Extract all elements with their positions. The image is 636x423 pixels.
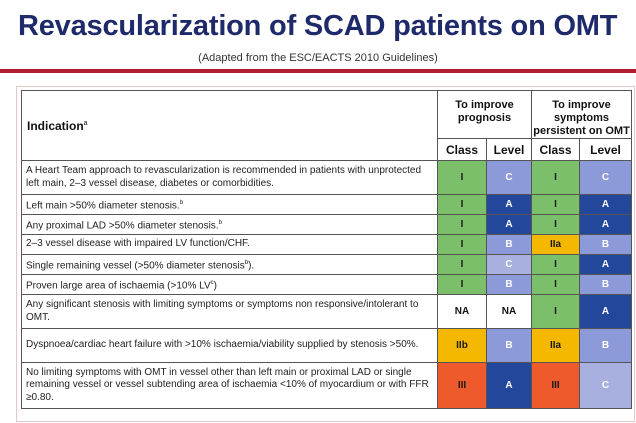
prognosis-level-cell: NA	[487, 295, 532, 329]
footnote-marker: b	[244, 259, 249, 266]
symptoms-class-cell: I	[532, 215, 580, 235]
prognosis-level-cell: B	[487, 329, 532, 363]
table-row	[22, 235, 632, 255]
table-row	[22, 161, 632, 195]
prognosis-class-cell: I	[438, 215, 487, 235]
symptoms-class-cell: I	[532, 195, 580, 215]
prognosis-header: To improve prognosis	[438, 91, 532, 139]
title-divider	[0, 69, 636, 73]
footnote-marker: b	[179, 199, 184, 206]
table-row	[22, 275, 632, 295]
indication-text-end: )	[213, 280, 217, 292]
prognosis-class-cell: I	[438, 195, 487, 215]
symptoms-class-cell: I	[532, 295, 580, 329]
indication-text: Proven large area of ischaemia (>10% LV	[26, 280, 211, 292]
symptoms-class-cell: I	[532, 275, 580, 295]
indication-cell: A Heart Team approach to revascularization is recommended in patients with unprotected left main, 2–3 vessel disease, diabetes or comorbidities.	[22, 161, 438, 195]
symptoms-class-cell: III	[532, 363, 580, 409]
symptoms-level-cell: A	[580, 215, 632, 235]
prognosis-class-cell: I	[438, 255, 487, 275]
symptoms-class-cell: I	[532, 255, 580, 275]
symptoms-class-cell: I	[532, 161, 580, 195]
symptoms-level-cell: B	[580, 329, 632, 363]
symptoms-level-cell: B	[580, 235, 632, 255]
footnote-marker: b	[218, 219, 222, 226]
page-title: Revascularization of SCAD patients on OMT	[18, 10, 618, 42]
indication-header	[22, 91, 438, 161]
level-header: Level	[580, 139, 632, 161]
class-header: Class	[532, 139, 580, 161]
symptoms-class-cell: IIa	[532, 235, 580, 255]
indication-cell	[22, 275, 438, 295]
level-header: Level	[487, 139, 532, 161]
symptoms-level-cell: A	[580, 195, 632, 215]
table-row	[22, 363, 632, 409]
symptoms-header: To improve symptoms persistent on OMT	[532, 91, 632, 139]
indication-text: Left main >50% diameter stenosis.	[26, 200, 180, 212]
prognosis-level-cell: A	[487, 363, 532, 409]
revascularization-table	[21, 90, 632, 409]
page-subtitle: (Adapted from the ESC/EACTS 2010 Guidelines)	[198, 52, 438, 64]
symptoms-level-cell: C	[580, 161, 632, 195]
indication-cell: 2–3 vessel disease with impaired LV function/CHF.	[22, 235, 438, 255]
indication-cell	[22, 195, 438, 215]
prognosis-level-cell: A	[487, 195, 532, 215]
symptoms-level-cell: A	[580, 295, 632, 329]
prognosis-class-cell: NA	[438, 295, 487, 329]
indication-text: Single remaining vessel (>50% diameter stenosis	[26, 260, 245, 272]
indication-header-label: Indication	[27, 118, 84, 133]
symptoms-level-cell: A	[580, 255, 632, 275]
indication-text-end: ).	[248, 260, 255, 272]
group-header-row	[22, 91, 632, 139]
prognosis-class-cell: IIb	[438, 329, 487, 363]
prognosis-level-cell: A	[487, 215, 532, 235]
footnote-marker: c	[210, 279, 214, 286]
indication-cell	[22, 255, 438, 275]
prognosis-class-cell: I	[438, 235, 487, 255]
prognosis-level-cell: B	[487, 235, 532, 255]
indication-text: Any proximal LAD >50% diameter stenosis.	[26, 220, 219, 232]
table-row	[22, 215, 632, 235]
prognosis-level-cell: B	[487, 275, 532, 295]
indication-cell: Any significant stenosis with limiting symptoms or symptoms non responsive/intolerant to OMT.	[22, 295, 438, 329]
indication-cell: Dyspnoea/cardiac heart failure with >10% ischaemia/viability supplied by stenosis >50%.	[22, 329, 438, 363]
symptoms-level-cell: B	[580, 275, 632, 295]
indication-cell: No limiting symptoms with OMT in vessel other than left main or proximal LAD or single remaining vessel or vessel subtending area of ischaemia <10% of myocardium or with FFR ≥0.80.	[22, 363, 438, 409]
indication-cell	[22, 215, 438, 235]
symptoms-class-cell: IIa	[532, 329, 580, 363]
symptoms-level-cell: C	[580, 363, 632, 409]
prognosis-class-cell: I	[438, 161, 487, 195]
table-row	[22, 255, 632, 275]
prognosis-class-cell: III	[438, 363, 487, 409]
prognosis-class-cell: I	[438, 275, 487, 295]
table-row	[22, 329, 632, 363]
class-header: Class	[438, 139, 487, 161]
indication-header-sup: a	[83, 119, 88, 127]
prognosis-level-cell: C	[487, 161, 532, 195]
table-row	[22, 295, 632, 329]
prognosis-level-cell: C	[487, 255, 532, 275]
table-row	[22, 195, 632, 215]
